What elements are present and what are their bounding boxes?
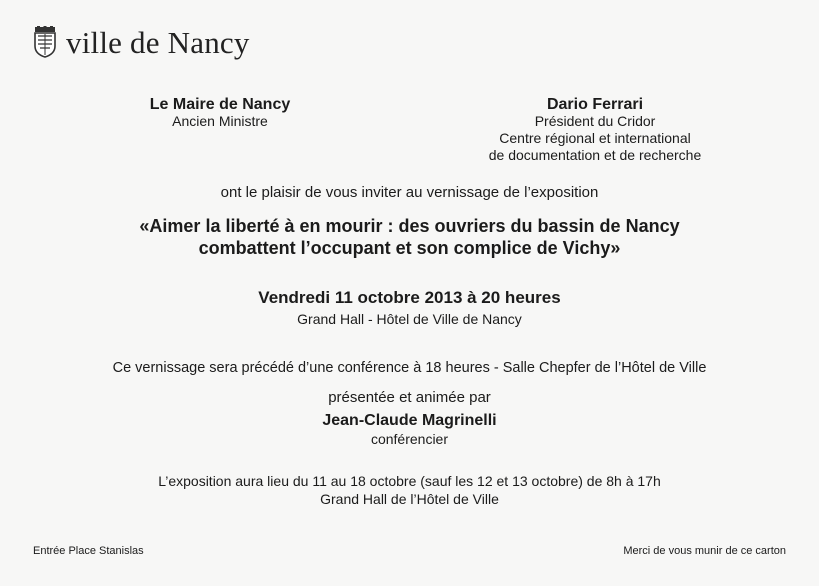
event-date: Vendredi 11 octobre 2013 à 20 heures (258, 288, 561, 307)
host-president-title: Président du Cridor (534, 113, 656, 129)
exhibition-dates: L’exposition aura lieu du 11 au 18 octobre (sauf les 12 et 13 octobre) de 8h à 17h (158, 473, 661, 489)
city-logo (32, 26, 250, 58)
exhibition-location: Grand Hall de l’Hôtel de Ville (320, 491, 499, 507)
city-logo-text: ville de Nancy (66, 24, 250, 60)
exhibition-info (0, 472, 819, 508)
invitation-intro: ont le plaisir de vous inviter au vernissage de l’exposition (220, 184, 599, 201)
exhibition-title-line-2: combattent l’occupant et son complice de Vichy» (198, 238, 621, 258)
speaker-role: conférencier (370, 431, 449, 447)
host-mayor (120, 96, 320, 130)
event-venue: Grand Hall - Hôtel de Ville de Nancy (297, 311, 522, 327)
exhibition-title (0, 215, 819, 259)
exhibition-title-line-1: «Aimer la liberté à en mourir : des ouvriers du bassin de Nancy (139, 216, 680, 236)
conference-notice: Ce vernissage sera précédé d’une conférence à 18 heures - Salle Chepfer de l’Hôtel de Ville (112, 360, 707, 376)
presented-by: présentée et animée par (328, 389, 491, 406)
speaker-name: Jean-Claude Magrinelli (322, 412, 497, 429)
card-note: Merci de vous munir de ce carton (623, 545, 786, 557)
entrance-note: Entrée Place Stanislas (33, 545, 144, 557)
host-president (455, 96, 735, 164)
city-crest-icon (32, 26, 58, 58)
host-president-org-line-2: de documentation et de recherche (488, 147, 702, 163)
host-mayor-name: Le Maire de Nancy (149, 96, 291, 113)
host-mayor-title: Ancien Ministre (172, 113, 268, 129)
host-president-name: Dario Ferrari (546, 96, 644, 113)
host-president-org-line-1: Centre régional et international (499, 130, 691, 146)
